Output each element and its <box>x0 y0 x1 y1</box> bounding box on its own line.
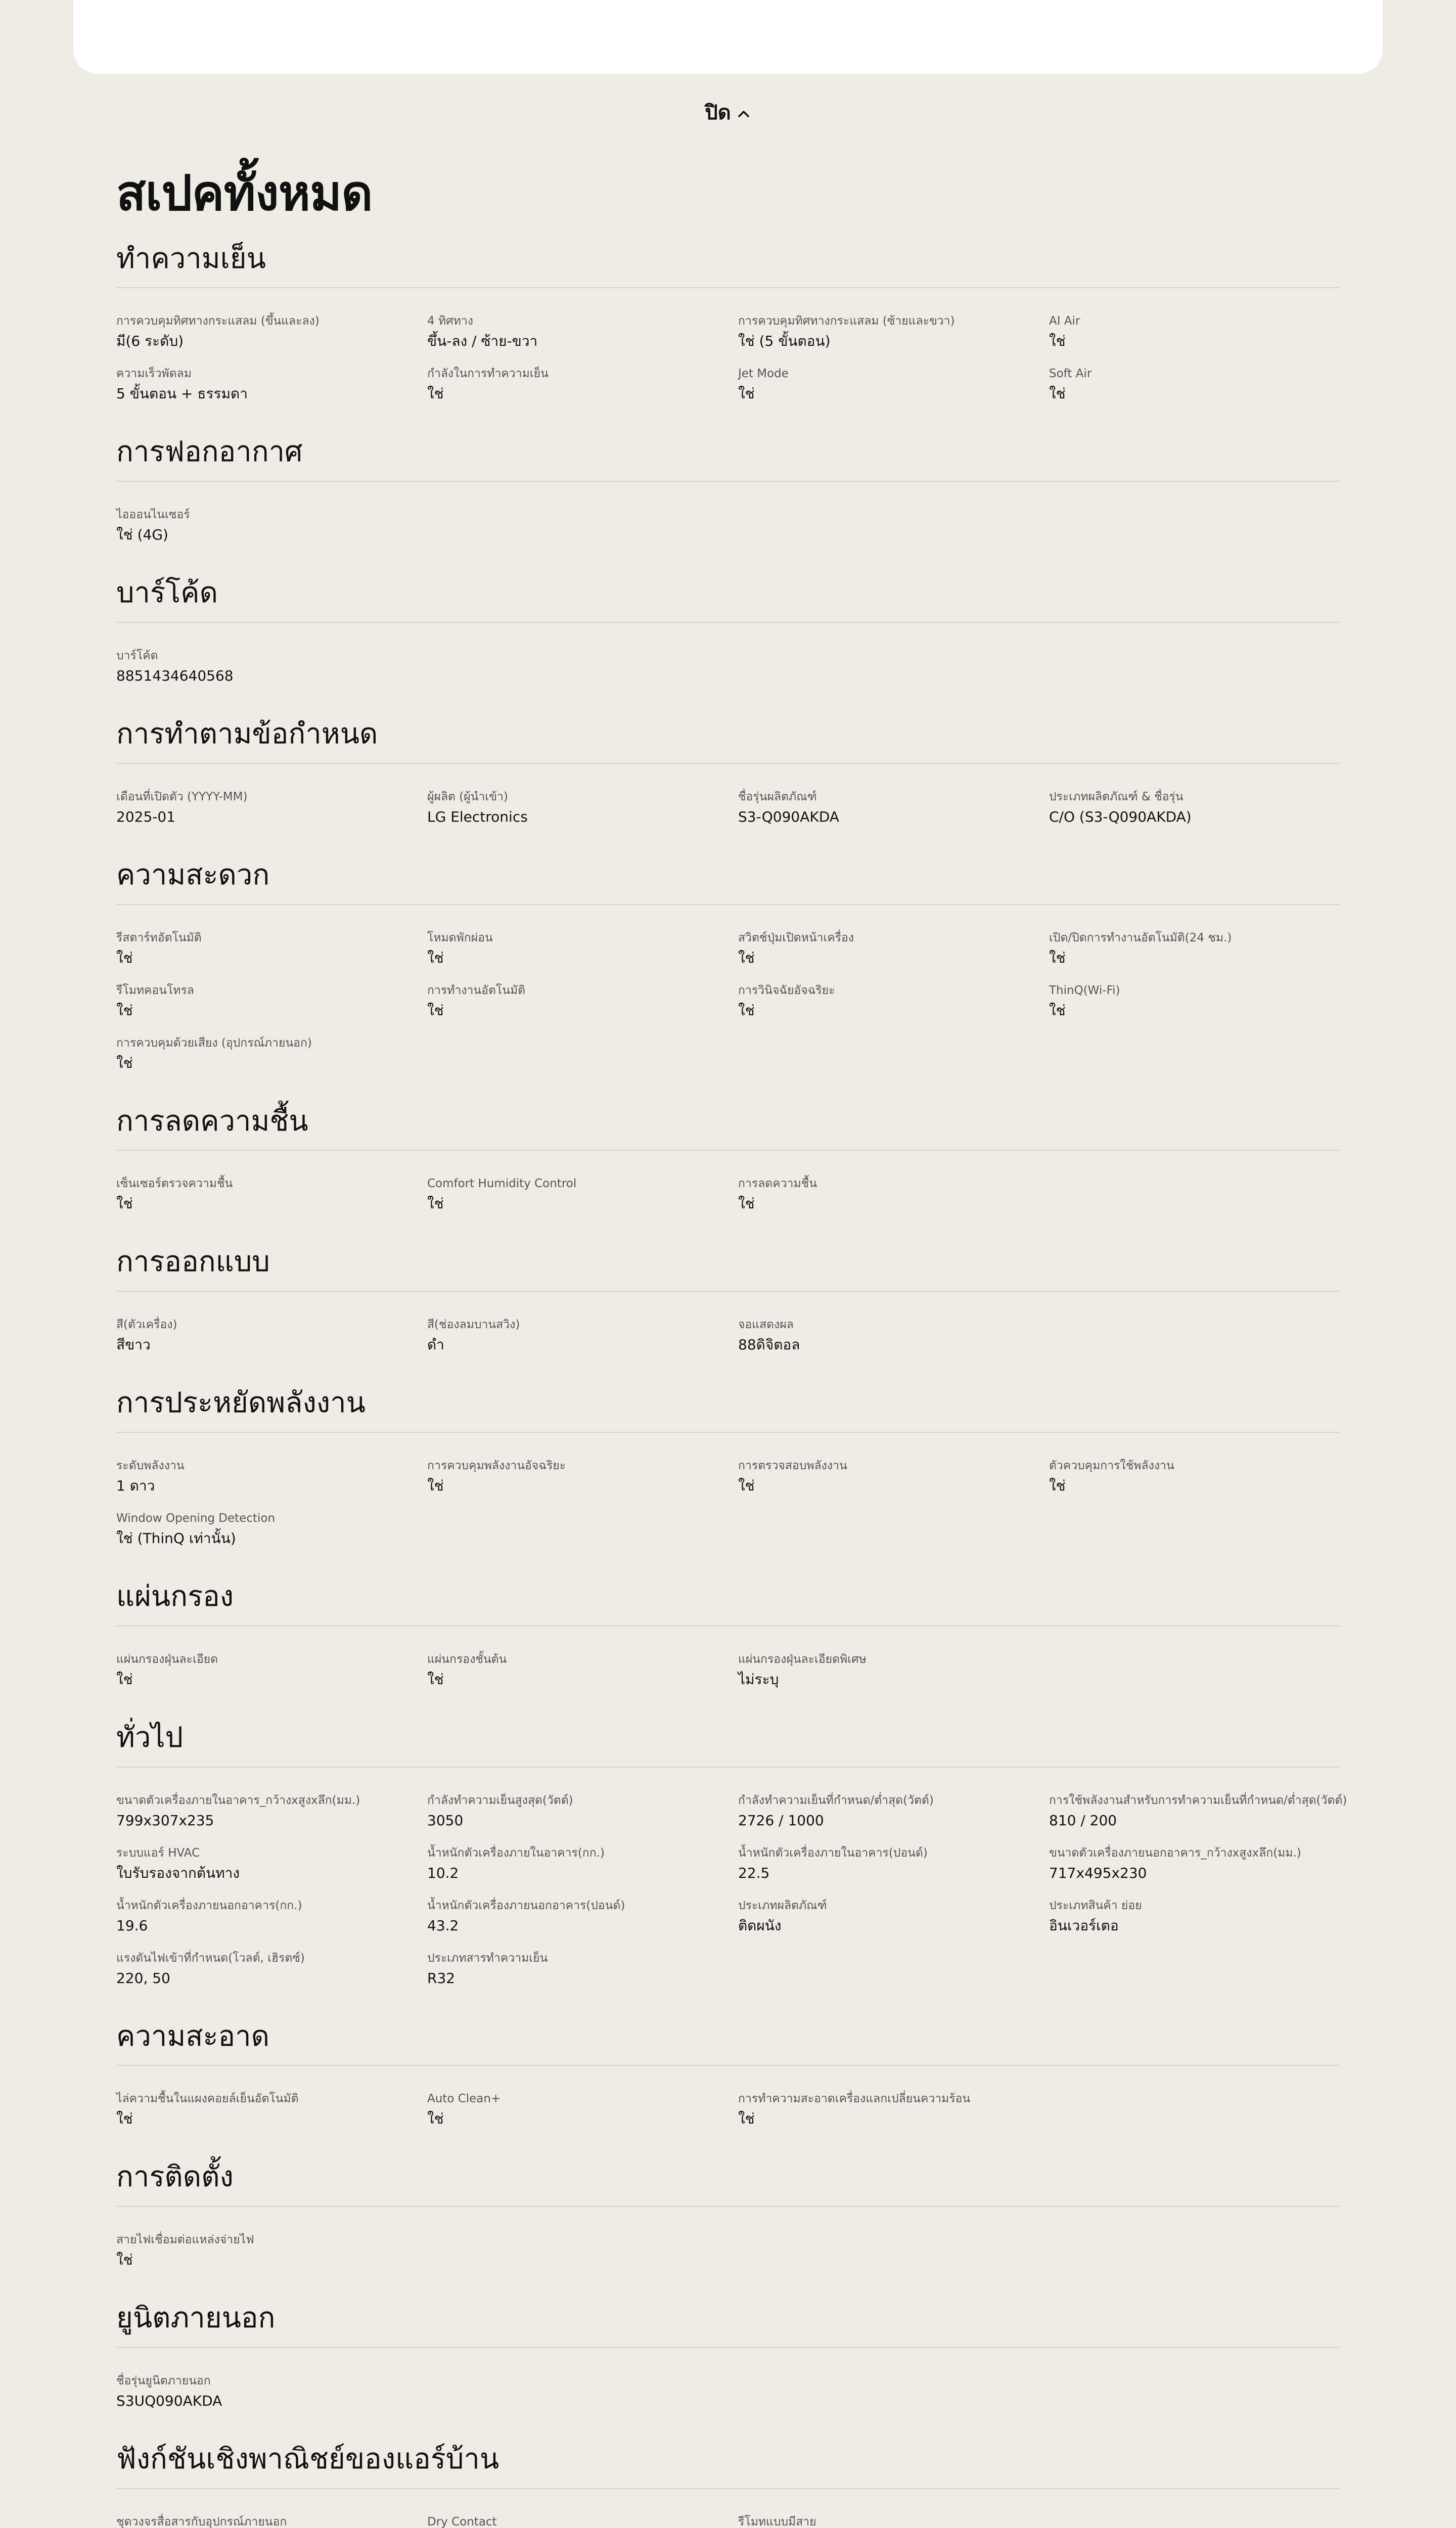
spec-item <box>1049 1845 1360 1885</box>
spec-value: 5 ขั้นตอน + ธรรมดา <box>116 385 248 402</box>
chevron-up-icon <box>736 106 751 121</box>
spec-label: จอแสดงผล <box>738 1318 794 1332</box>
spec-label: น้ำหนักตัวเครื่องภายนอกอาคาร(กก.) <box>116 1899 302 1912</box>
spec-grid <box>116 288 1340 405</box>
spec-grid <box>116 1292 1340 1357</box>
spec-value: ใช่ <box>427 1195 444 1212</box>
spec-value: 8851434640568 <box>116 667 234 685</box>
spec-value: 10.2 <box>427 1864 459 1881</box>
spec-item <box>738 1176 1049 1215</box>
spec-item <box>116 1652 427 1691</box>
spec-value: ใช่ <box>1049 333 1066 350</box>
spec-item <box>427 1793 738 1832</box>
spec-value: ใช่ <box>116 1195 133 1212</box>
spec-value: 22.5 <box>738 1864 770 1881</box>
spec-value: ใช่ <box>427 1477 444 1495</box>
spec-value: ใช่ <box>1049 1477 1066 1495</box>
spec-value: ใช่ <box>427 949 444 966</box>
spec-value: ใช่ <box>1049 1002 1066 1019</box>
spec-label: ความเร็วพัดลม <box>116 367 192 381</box>
spec-label: กำลังทำความเย็นที่กำหนด/ต่ำสุด(วัตต์) <box>738 1793 934 1807</box>
spec-item <box>427 2514 738 2528</box>
spec-item <box>116 1176 427 1215</box>
specs-content <box>116 165 1347 2528</box>
spec-item <box>738 2514 1049 2528</box>
spec-label: น้ำหนักตัวเครื่องภายในอาคาร(ปอนด์) <box>738 1846 928 1860</box>
spec-value: ใช่ <box>116 2251 133 2269</box>
spec-label: การทำความสะอาดเครื่องแลกเปลี่ยนความร้อน <box>738 2092 971 2106</box>
spec-value: ไม่ระบุ <box>738 1671 779 1688</box>
spec-item <box>738 1458 1049 1498</box>
spec-item <box>427 1458 738 1498</box>
spec-item <box>116 1951 427 1990</box>
spec-grid <box>116 2207 1340 2272</box>
spec-label: การทำงานอัตโนมัติ <box>427 983 526 997</box>
spec-item <box>427 930 738 970</box>
spec-item <box>116 2514 427 2528</box>
spec-label: 4 ทิศทาง <box>427 314 474 328</box>
spec-label: ประเภทสารทำความเย็น <box>427 1951 548 1965</box>
spec-section <box>116 241 1340 406</box>
spec-value: มี(6 ระดับ) <box>116 333 184 350</box>
spec-label: การควบคุมทิศทางกระแสลม (ขึ้นและลง) <box>116 314 320 328</box>
section-title: ความสะอาด <box>116 2018 1340 2066</box>
spec-item <box>116 507 427 547</box>
spec-item <box>116 983 427 1022</box>
spec-section <box>116 2300 1340 2413</box>
section-title: แผ่นกรอง <box>116 1578 1340 1627</box>
spec-value: 2726 / 1000 <box>738 1812 824 1829</box>
section-title: การออกแบบ <box>116 1244 1340 1292</box>
spec-value: ใช่ <box>738 385 755 402</box>
section-title: ความสะดวก <box>116 857 1340 905</box>
spec-label: สี(ตัวเครื่อง) <box>116 1318 177 1332</box>
spec-item <box>427 983 738 1022</box>
spec-value: 799x307x235 <box>116 1812 214 1829</box>
spec-sections <box>116 241 1347 2528</box>
spec-grid <box>116 2348 1340 2413</box>
spec-item <box>1049 1793 1360 1832</box>
section-title: บาร์โค้ด <box>116 575 1340 623</box>
spec-value: ใช่ <box>116 949 133 966</box>
spec-label: รีโมทคอนโทรล <box>116 983 194 997</box>
spec-label: เปิด/ปิดการทำงานอัตโนมัติ(24 ชม.) <box>1049 931 1232 944</box>
spec-item <box>116 313 427 353</box>
spec-value: ใช่ <box>738 2110 755 2128</box>
spec-label: ชื่อรุ่นยูนิตภายนอก <box>116 2374 211 2387</box>
spec-value: 3050 <box>427 1812 464 1829</box>
spec-label: ประเภทผลิตภัณฑ์ & ชื่อรุ่น <box>1049 790 1184 803</box>
spec-section <box>116 1385 1340 1550</box>
spec-item <box>116 2091 427 2131</box>
spec-item <box>1049 1898 1360 1937</box>
spec-item <box>427 1845 738 1885</box>
spec-item <box>738 1652 1049 1691</box>
spec-item <box>738 1845 1049 1885</box>
spec-label: กำลังในการทำความเย็น <box>427 367 549 381</box>
spec-label: สายไฟเชื่อมต่อแหล่งจ่ายไฟ <box>116 2233 254 2247</box>
spec-item <box>1049 789 1360 829</box>
spec-item <box>427 1652 738 1691</box>
spec-label: แผ่นกรองฝุ่นละเอียด <box>116 1652 218 1666</box>
spec-grid <box>116 1433 1340 1550</box>
spec-item <box>116 366 427 405</box>
spec-value: ดำ <box>427 1336 444 1353</box>
spec-grid <box>116 1627 1340 1691</box>
spec-label: การควบคุมพลังงานอัจฉริยะ <box>427 1459 566 1472</box>
spec-value: 1 ดาว <box>116 1477 155 1495</box>
spec-item <box>116 1511 427 1550</box>
spec-item <box>116 1793 427 1832</box>
spec-label: สี(ช่องลมบานสวิง) <box>427 1318 520 1332</box>
spec-label: AI Air <box>1049 314 1080 328</box>
spec-value: ใช่ <box>427 1671 444 1688</box>
spec-grid <box>116 482 1340 547</box>
spec-value: ใช่ (5 ขั้นตอน) <box>738 333 831 350</box>
spec-value: ใช่ <box>427 1002 444 1019</box>
spec-item <box>1049 313 1360 353</box>
spec-section <box>116 716 1340 829</box>
spec-label: บาร์โค้ด <box>116 649 158 662</box>
spec-label: แผ่นกรองชั้นต้น <box>427 1652 507 1666</box>
spec-label: ชื่อรุ่นผลิตภัณฑ์ <box>738 790 817 803</box>
spec-item <box>738 930 1049 970</box>
spec-label: ThinQ(Wi-Fi) <box>1049 983 1120 997</box>
spec-value: ใช่ <box>427 385 444 402</box>
section-title: ฟังก์ชันเชิงพาณิชย์ของแอร์บ้าน <box>116 2441 1340 2489</box>
spec-label: น้ำหนักตัวเครื่องภายนอกอาคาร(ปอนด์) <box>427 1899 625 1912</box>
spec-label: Window Opening Detection <box>116 1511 276 1525</box>
spec-value: ใช่ <box>738 949 755 966</box>
spec-label: โหมดพักผ่อน <box>427 931 493 944</box>
top-card <box>73 0 1383 74</box>
spec-value: ใช่ <box>738 1477 755 1495</box>
spec-item <box>116 1898 427 1937</box>
spec-label: เดือนที่เปิดตัว (YYYY-MM) <box>116 790 248 803</box>
spec-item <box>116 1317 427 1357</box>
spec-value: สีขาว <box>116 1336 151 1353</box>
spec-item <box>738 366 1049 405</box>
spec-item <box>1049 366 1360 405</box>
spec-label: การวินิจฉัยอัจฉริยะ <box>738 983 835 997</box>
spec-label: แผ่นกรองฝุ่นละเอียดพิเศษ <box>738 1652 867 1666</box>
spec-grid <box>116 1151 1340 1215</box>
spec-label: รีโมทแบบมีสาย <box>738 2515 816 2528</box>
spec-value: 220, 50 <box>116 1969 170 1987</box>
spec-label: การควบคุมทิศทางกระแสลม (ซ้ายและขวา) <box>738 314 955 328</box>
spec-item <box>427 2091 738 2131</box>
spec-item <box>427 366 738 405</box>
section-title: ทำความเย็น <box>116 241 1340 289</box>
spec-item <box>116 2373 427 2413</box>
spec-label: ระบบแอร์ HVAC <box>116 1846 200 1860</box>
spec-label: รีสตาร์ทอัตโนมัติ <box>116 931 202 944</box>
section-title: ทั่วไป <box>116 1720 1340 1768</box>
section-title: การลดความชื้น <box>116 1103 1340 1151</box>
spec-label: สวิตช์ปุ่มเปิดหน้าเครื่อง <box>738 931 854 944</box>
spec-grid <box>116 905 1340 1075</box>
spec-item <box>738 1898 1049 1937</box>
spec-item <box>116 930 427 970</box>
spec-item <box>738 1317 1049 1357</box>
spec-item <box>116 1845 427 1885</box>
spec-item <box>427 313 738 353</box>
close-specs-label: ปิด <box>705 101 731 124</box>
spec-label: ไอออนไนเซอร์ <box>116 508 190 522</box>
spec-value: S3-Q090AKDA <box>738 808 839 825</box>
spec-item <box>1049 1458 1360 1498</box>
spec-section <box>116 434 1340 547</box>
spec-value: 717x495x230 <box>1049 1864 1147 1881</box>
spec-value: LG Electronics <box>427 808 528 825</box>
spec-value: ใช่ <box>116 2110 133 2128</box>
spec-item <box>738 1793 1049 1832</box>
spec-item <box>427 1951 738 1990</box>
spec-label: น้ำหนักตัวเครื่องภายในอาคาร(กก.) <box>427 1846 605 1860</box>
spec-value: C/O (S3-Q090AKDA) <box>1049 808 1192 825</box>
close-specs-button[interactable] <box>0 96 1456 128</box>
spec-grid <box>116 1768 1347 1990</box>
spec-item <box>427 1898 738 1937</box>
spec-value: ใช่ <box>738 1195 755 1212</box>
spec-section <box>116 1720 1347 1990</box>
spec-value: 43.2 <box>427 1917 459 1934</box>
spec-value: ใช่ <box>116 1671 133 1688</box>
spec-section <box>116 1578 1340 1691</box>
spec-item <box>738 789 1049 829</box>
spec-value: ใช่ <box>738 1002 755 1019</box>
spec-value: S3UQ090AKDA <box>116 2392 222 2409</box>
section-title: ยูนิตภายนอก <box>116 2300 1340 2348</box>
spec-label: การใช้พลังงานสำหรับการทำความเย็นที่กำหนด/ต่ำสุด(วัตต์) <box>1049 1793 1347 1807</box>
spec-value: 19.6 <box>116 1917 148 1934</box>
spec-value: ใบรับรองจากต้นทาง <box>116 1864 240 1881</box>
spec-label: เซ็นเซอร์ตรวจความชื้น <box>116 1177 233 1191</box>
spec-grid <box>116 2489 1340 2528</box>
spec-label: ระดับพลังงาน <box>116 1459 185 1472</box>
spec-label: ผู้ผลิต (ผู้นำเข้า) <box>427 790 508 803</box>
spec-label: Jet Mode <box>738 367 789 381</box>
spec-value: ใช่ <box>427 2110 444 2128</box>
spec-label: Comfort Humidity Control <box>427 1177 577 1191</box>
spec-section <box>116 857 1340 1075</box>
spec-label: ชุดวงจรสื่อสารกับอุปกรณ์ภายนอก <box>116 2515 287 2528</box>
spec-value: R32 <box>427 1969 456 1987</box>
spec-label: ขนาดตัวเครื่องภายในอาคาร_กว้างxสูงxลึก(มม.) <box>116 1793 360 1807</box>
spec-value: ใช่ <box>1049 385 1066 402</box>
spec-item <box>427 1176 738 1215</box>
spec-value: ขึ้น-ลง / ซ้าย-ขวา <box>427 333 538 350</box>
spec-label: กำลังทำความเย็นสูงสุด(วัตต์) <box>427 1793 573 1807</box>
spec-section <box>116 1103 1340 1216</box>
section-title: การติดตั้ง <box>116 2159 1340 2207</box>
spec-item <box>1049 930 1360 970</box>
spec-label: Auto Clean+ <box>427 2092 501 2106</box>
spec-item <box>427 789 738 829</box>
spec-value: อินเวอร์เตอ <box>1049 1917 1119 1934</box>
spec-value: ใช่ <box>116 1002 133 1019</box>
spec-grid <box>116 623 1340 688</box>
section-title: การฟอกอากาศ <box>116 434 1340 482</box>
spec-value: ใช่ (4G) <box>116 526 168 544</box>
spec-item <box>738 313 1049 353</box>
spec-item <box>116 1458 427 1498</box>
spec-item <box>738 983 1049 1022</box>
spec-label: การตรวจสอบพลังงาน <box>738 1459 847 1472</box>
spec-section <box>116 2441 1340 2528</box>
spec-item <box>116 1035 427 1075</box>
spec-item <box>116 648 427 688</box>
spec-item <box>116 2232 427 2272</box>
spec-label: การลดความชื้น <box>738 1177 817 1191</box>
spec-value: 810 / 200 <box>1049 1812 1117 1829</box>
spec-value: ใช่ (ThinQ เท่านั้น) <box>116 1530 236 1547</box>
spec-label: Dry Contact <box>427 2515 497 2528</box>
spec-section <box>116 2018 1340 2131</box>
spec-value: ติดผนัง <box>738 1917 782 1934</box>
spec-item <box>116 789 427 829</box>
section-title: การประหยัดพลังงาน <box>116 1385 1340 1433</box>
spec-section <box>116 2159 1340 2272</box>
spec-label: ขนาดตัวเครื่องภายนอกอาคาร_กว้างxสูงxลึก(มม.) <box>1049 1846 1301 1860</box>
spec-section <box>116 575 1340 688</box>
spec-item <box>738 2091 1049 2131</box>
spec-grid <box>116 2066 1340 2131</box>
spec-label: ประเภทผลิตภัณฑ์ <box>738 1899 827 1912</box>
page-title: สเปคทั้งหมด <box>116 165 373 221</box>
spec-label: ประเภทสินค้า ย่อย <box>1049 1899 1142 1912</box>
spec-item <box>1049 983 1360 1022</box>
spec-value: 88ดิจิตอล <box>738 1336 800 1353</box>
spec-value: ใช่ <box>116 1054 133 1071</box>
spec-value: ใช่ <box>1049 949 1066 966</box>
spec-item <box>427 1317 738 1357</box>
spec-grid <box>116 764 1340 829</box>
spec-section <box>116 1244 1340 1357</box>
spec-label: ตัวควบคุมการใช้พลังงาน <box>1049 1459 1174 1472</box>
spec-label: แรงดันไฟเข้าที่กำหนด(โวลต์, เฮิรตซ์) <box>116 1951 305 1965</box>
spec-value: 2025-01 <box>116 808 175 825</box>
spec-label: Soft Air <box>1049 367 1092 381</box>
section-title: การทำตามข้อกำหนด <box>116 716 1340 764</box>
spec-label: ไล่ความชื้นในแผงคอยล์เย็นอัตโนมัติ <box>116 2092 299 2106</box>
spec-label: การควบคุมด้วยเสียง (อุปกรณ์ภายนอก) <box>116 1036 312 1050</box>
